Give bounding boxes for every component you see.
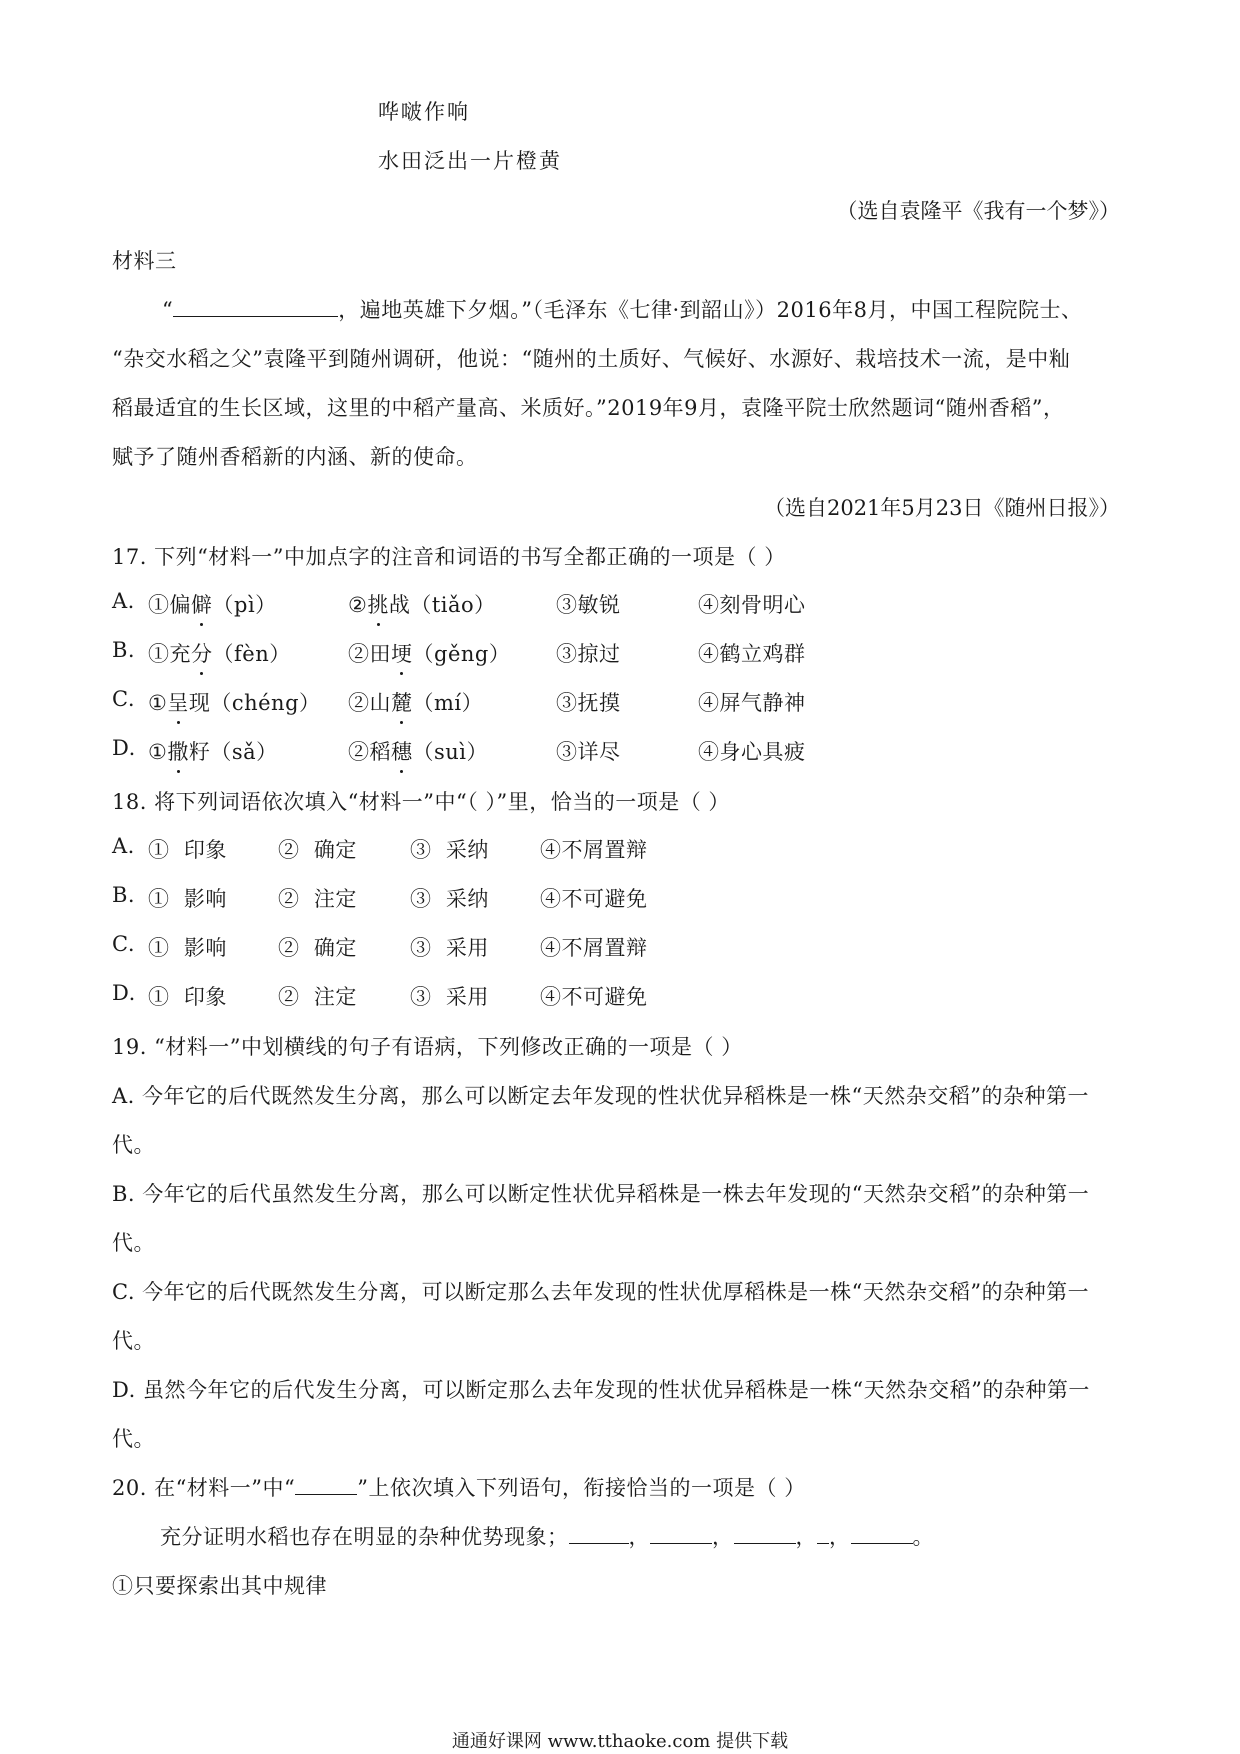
emphasized-char: 穗 (391, 736, 413, 766)
q17-option-item (148, 736, 278, 766)
item-text: 籽（sǎ） (188, 740, 278, 764)
item-text: ④屏气静神 (698, 691, 806, 715)
q19-option-line-2: 代。 (112, 1427, 155, 1451)
item-text: ③敏锐 (556, 593, 621, 617)
q17-option-item (698, 736, 806, 766)
poem-line-1: 哗啵作响 (378, 100, 470, 124)
q17-stem: 17. 下列“材料一”中加点字的注音和词语的书写全都正确的一项是（ ） (112, 545, 786, 569)
item-text: ① (148, 740, 168, 764)
q18-option-item: ② 注定 (278, 887, 357, 911)
item-text: （gěng） (412, 642, 511, 666)
item-text: ②田 (348, 642, 391, 666)
material3-line-4: 赋予了随州香稻新的内涵、新的使命。 (112, 445, 478, 469)
q20-stem-b: ”上依次填入下列语句，衔接恰当的一项是（ ） (357, 1476, 806, 1500)
material3-heading: 材料三 (112, 249, 177, 273)
item-text: ②山 (348, 691, 391, 715)
q17-option-label: C. (112, 687, 135, 711)
material3-line-1-text: ，遍地英雄下夕烟。”（毛泽东《七律·到韶山》）2016年8月，中国工程院院士、 (338, 298, 1083, 322)
q20-stem-blank (295, 1474, 357, 1495)
q18-option-item: ④不可避免 (540, 985, 648, 1009)
q17-option-item (148, 687, 321, 717)
emphasized-char: 僻 (191, 589, 213, 619)
fill-blank-poem (173, 296, 338, 317)
q20-blank-2 (650, 1523, 712, 1544)
q18-option-item: ① 印象 (148, 838, 227, 862)
item-text: ③抚摸 (556, 691, 621, 715)
q17-option-item (698, 687, 806, 717)
item-text: ② (348, 593, 368, 617)
q20-stem (112, 1472, 806, 1502)
item-text: ④身心具疲 (698, 740, 806, 764)
q20-line-2-text: 充分证明水稻也存在明显的杂种优势现象； (160, 1525, 569, 1549)
item-text: ①充 (148, 642, 191, 666)
emphasized-char: 埂 (391, 638, 413, 668)
comma: ， (795, 1525, 817, 1549)
q17-option-label: D. (112, 736, 136, 760)
item-text: ④鹤立鸡群 (698, 642, 806, 666)
q18-option-item: ① 影响 (148, 936, 227, 960)
q20-blank-4 (817, 1523, 829, 1544)
q19-option-line-1: B. 今年它的后代虽然发生分离，那么可以断定性状优异稻株是一株去年发现的“天然杂交稻”的杂种第一 (112, 1182, 1090, 1206)
q20-blank-1 (569, 1523, 629, 1544)
q17-option-item (698, 589, 806, 619)
q18-option-item: ④不屑置辩 (540, 936, 648, 960)
item-text: 战（tiǎo） (388, 593, 496, 617)
emphasized-char: 麓 (391, 687, 413, 717)
q18-option-label: C. (112, 932, 135, 956)
q17-option-item (556, 687, 621, 717)
q18-option-item: ② 注定 (278, 985, 357, 1009)
q18-option-item: ④不屑置辩 (540, 838, 648, 862)
q18-option-item: ② 确定 (278, 838, 357, 862)
q18-option-item: ③ 采用 (410, 936, 489, 960)
q17-option-item (556, 638, 621, 668)
period: 。 (912, 1525, 934, 1549)
q20-line-2 (160, 1521, 934, 1551)
footer-download-note: 通通好课网 www.tthaoke.com 提供下载 (451, 1731, 789, 1752)
item-text: ①偏 (148, 593, 191, 617)
poem-line-2: 水田泛出一片橙黄 (378, 149, 562, 173)
q19-option-line-2: 代。 (112, 1329, 155, 1353)
q18-option-item: ② 确定 (278, 936, 357, 960)
quote-open: “ (162, 298, 174, 322)
emphasized-char: 呈 (167, 687, 189, 717)
comma: ， (628, 1525, 650, 1549)
q19-option-line-1: C. 今年它的后代既然发生分离，可以断定那么去年发现的性状优厚稻株是一株“天然杂交稻”的杂种第一 (112, 1280, 1090, 1304)
q19-stem: 19. “材料一”中划横线的句子有语病，下列修改正确的一项是（ ） (112, 1035, 743, 1059)
emphasized-char: 撒 (167, 736, 189, 766)
q20-blank-5 (851, 1523, 913, 1544)
material3-source: （选自2021年5月23日《随州日报》） (763, 496, 1120, 520)
item-text: （pì） (212, 593, 277, 617)
q18-stem: 18. 将下列词语依次填入“材料一”中“（ ）”里，恰当的一项是（ ） (112, 790, 730, 814)
q20-stem-a: 20. 在“材料一”中“ (112, 1476, 296, 1500)
q18-option-label: D. (112, 981, 136, 1005)
q17-option-item (556, 589, 621, 619)
q19-option-line-2: 代。 (112, 1231, 155, 1255)
item-text: （mí） (412, 691, 484, 715)
q17-option-label: A. (112, 589, 135, 613)
item-text: （fèn） (212, 642, 291, 666)
emphasized-char: 挑 (367, 589, 389, 619)
q20-sentence-1: ①只要探索出其中规律 (112, 1574, 327, 1598)
q18-option-item: ③ 采纳 (410, 838, 489, 862)
q19-option-line-1: D. 虽然今年它的后代发生分离，可以断定那么去年发现的性状优异稻株是一株“天然杂交稻”的杂种第一 (112, 1378, 1090, 1402)
q17-option-item (348, 736, 488, 766)
comma: ， (712, 1525, 734, 1549)
q18-option-item: ① 影响 (148, 887, 227, 911)
q17-option-item (348, 687, 483, 717)
q18-option-item: ① 印象 (148, 985, 227, 1009)
q17-option-item (348, 589, 496, 619)
poem-source: （选自袁隆平《我有一个梦》） (836, 199, 1120, 223)
q18-option-label: A. (112, 834, 135, 858)
q17-option-label: B. (112, 638, 136, 662)
item-text: 现（chéng） (188, 691, 321, 715)
material3-line-2: “杂交水稻之父”袁隆平到随州调研，他说：“随州的土质好、气候好、水源好、栽培技术一流，是中籼 (112, 347, 1071, 371)
item-text: ④刻骨明心 (698, 593, 806, 617)
comma: ， (829, 1525, 851, 1549)
q18-option-label: B. (112, 883, 136, 907)
q17-option-item (556, 736, 621, 766)
q20-blank-3 (734, 1523, 796, 1544)
q17-option-item (698, 638, 806, 668)
item-text: ②稻 (348, 740, 391, 764)
item-text: ③详尽 (556, 740, 621, 764)
q18-option-item: ③ 采纳 (410, 887, 489, 911)
item-text: （suì） (412, 740, 489, 764)
q17-option-item (148, 589, 277, 619)
material3-line-3: 稻最适宜的生长区域，这里的中稻产量高、米质好。”2019年9月，袁隆平院士欣然题词“随州香稻”， (112, 396, 1065, 420)
q17-option-item (148, 638, 291, 668)
q17-option-item (348, 638, 510, 668)
material3-line-1 (162, 294, 1082, 324)
item-text: ① (148, 691, 168, 715)
q18-option-item: ④不可避免 (540, 887, 648, 911)
q19-option-line-2: 代。 (112, 1133, 155, 1157)
q19-option-line-1: A. 今年它的后代既然发生分离，那么可以断定去年发现的性状优异稻株是一株“天然杂交稻”的杂种第一 (112, 1084, 1089, 1108)
q18-option-item: ③ 采用 (410, 985, 489, 1009)
item-text: ③掠过 (556, 642, 621, 666)
emphasized-char: 分 (191, 638, 213, 668)
